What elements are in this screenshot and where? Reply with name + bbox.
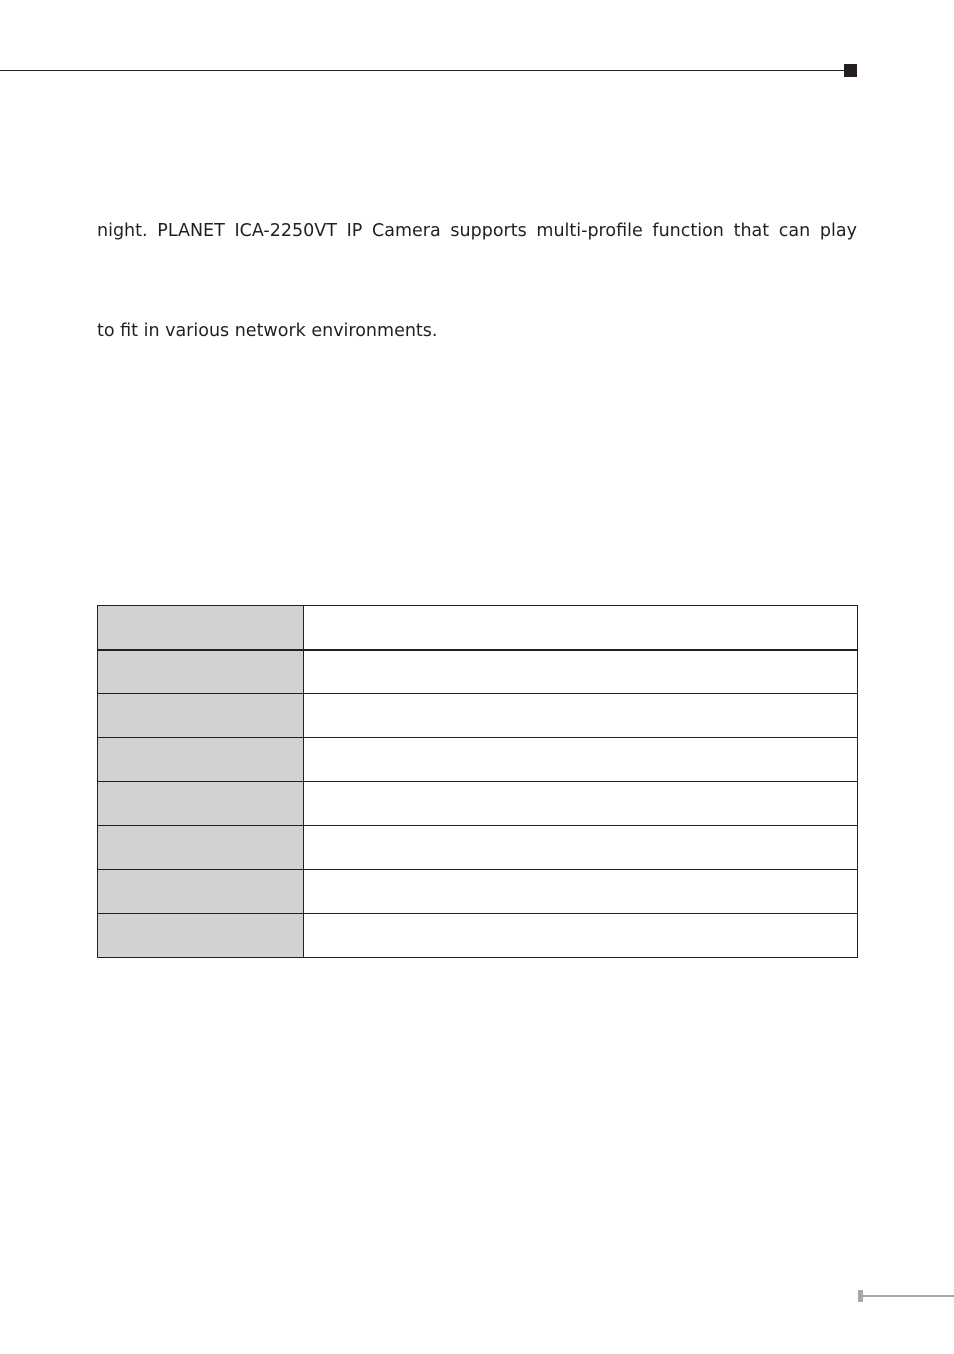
table-value-cell: [304, 650, 858, 694]
table-value-cell: [304, 738, 858, 782]
table-value-cell: [304, 782, 858, 826]
footer-rule: [862, 1295, 954, 1297]
table-row: [98, 826, 858, 870]
table-label-cell: [98, 606, 304, 650]
table-label-cell: [98, 914, 304, 958]
table-value-cell: [304, 606, 858, 650]
table-row: [98, 606, 858, 650]
table-value-cell: [304, 694, 858, 738]
table-row: [98, 870, 858, 914]
table-value-cell: [304, 914, 858, 958]
table-label-cell: [98, 738, 304, 782]
table-row: [98, 694, 858, 738]
table-row: [98, 782, 858, 826]
table-label-cell: [98, 870, 304, 914]
table-label-cell: [98, 650, 304, 694]
table-value-cell: [304, 826, 858, 870]
table-value-cell: [304, 870, 858, 914]
header-rule: [0, 70, 846, 71]
table-label-cell: [98, 782, 304, 826]
table-row: [98, 650, 858, 694]
spec-table: [97, 605, 858, 958]
table-row: [98, 738, 858, 782]
table-row: [98, 914, 858, 958]
header-square-marker: [844, 64, 857, 77]
table-label-cell: [98, 826, 304, 870]
body-text-line: to fit in various network environments.: [97, 321, 438, 341]
body-text-line: night. PLANET ICA-2250VT IP Camera supports multi-profile function that can play: [97, 221, 857, 241]
table-label-cell: [98, 694, 304, 738]
